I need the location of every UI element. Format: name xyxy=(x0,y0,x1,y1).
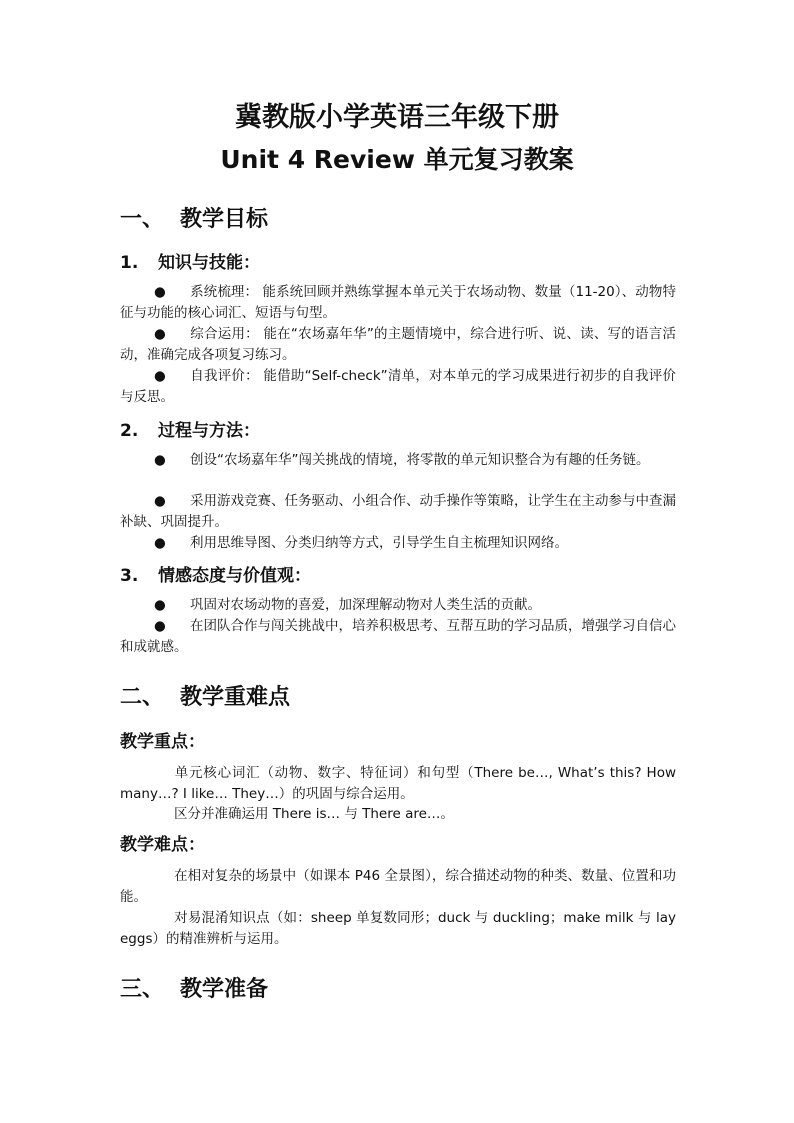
list-item-text: 自我评价： 能借助“Self-check”清单，对本单元的学习成果进行初步的自我评价与反思。 xyxy=(120,368,676,405)
section-title: 教学准备 xyxy=(180,977,269,1002)
paragraph-text: 对易混淆知识点（如：sheep 单复数同形；duck 与 duckling；make milk 与 lay eggs）的精准辨析与运用。 xyxy=(120,910,676,947)
subheading-difficult-points: 教学难点： xyxy=(120,835,205,855)
bullet-icon: ● xyxy=(154,597,166,613)
subheading-knowledge-skills xyxy=(120,250,260,276)
list-item-text: 创设“农场嘉年华”闯关挑战的情境，将零散的单元知识整合为有趣的任务链。 xyxy=(190,452,650,468)
subheading-number: 1. xyxy=(120,253,139,273)
paragraph-text: 在相对复杂的场景中（如课本 P46 全景图），综合描述动物的种类、数量、位置和功能。 xyxy=(120,868,676,905)
bullet-icon: ● xyxy=(154,326,166,342)
bullet-icon: ● xyxy=(154,618,166,634)
subheading-attitudes-values xyxy=(120,563,311,589)
subheading-number: 3. xyxy=(120,566,139,586)
list-item-text: 采用游戏竞赛、任务驱动、小组合作、动手操作等策略，让学生在主动参与中查漏补缺、巩固提升。 xyxy=(120,493,676,530)
paragraph-text: 区分并准确运用 There is… 与 There are…。 xyxy=(174,806,454,822)
list-item xyxy=(120,450,676,471)
paragraph-text: 单元核心词汇（动物、数字、特征词）和句型（There be…, What’s this? How many…? I like… They…）的巩固与综合运用。 xyxy=(120,765,676,802)
list-item xyxy=(120,533,676,554)
section-number: 三、 xyxy=(120,977,165,1002)
document-subtitle: Unit 4 Review 单元复习教案 xyxy=(220,145,574,174)
section-heading-preparation xyxy=(120,975,268,1005)
paragraph xyxy=(120,866,676,908)
list-item xyxy=(120,366,676,408)
list-item-text: 系统梳理： 能系统回顾并熟练掌握本单元关于农场动物、数量（11-20）、动物特征与功能的核心词汇、短语与句型。 xyxy=(120,284,676,321)
paragraph xyxy=(120,763,676,805)
section-heading-key-difficult-points xyxy=(120,683,290,713)
list-item-text: 在团队合作与闯关挑战中，培养积极思考、互帮互助的学习品质，增强学习自信心和成就感。 xyxy=(120,618,676,655)
bullet-icon: ● xyxy=(154,452,166,468)
section-number: 二、 xyxy=(120,685,165,710)
subheading-title: 过程与方法： xyxy=(158,421,260,441)
paragraph xyxy=(120,804,676,825)
list-item xyxy=(120,324,676,366)
bullet-icon: ● xyxy=(154,368,166,384)
list-item xyxy=(120,282,676,324)
section-number: 一、 xyxy=(120,207,165,232)
subheading-title: 情感态度与价值观： xyxy=(158,566,311,586)
paragraph xyxy=(120,908,676,950)
list-item-text: 综合运用： 能在“农场嘉年华”的主题情境中，综合进行听、说、读、写的语言活动，准确完成各项复习练习。 xyxy=(120,326,676,363)
section-title: 教学重难点 xyxy=(180,685,291,710)
section-heading-objectives xyxy=(120,205,268,235)
subheading-number: 2. xyxy=(120,421,139,441)
bullet-icon: ● xyxy=(154,284,166,300)
bullet-icon: ● xyxy=(154,535,166,551)
list-item-text: 利用思维导图、分类归纳等方式，引导学生自主梳理知识网络。 xyxy=(190,535,568,551)
bullet-icon: ● xyxy=(154,493,166,509)
subheading-key-points: 教学重点： xyxy=(120,732,205,752)
list-item xyxy=(120,491,676,533)
list-item xyxy=(120,616,676,658)
list-item xyxy=(120,595,676,616)
list-item-text: 巩固对农场动物的喜爱，加深理解动物对人类生活的贡献。 xyxy=(190,597,541,613)
subheading-process-methods xyxy=(120,418,260,444)
subheading-title: 知识与技能： xyxy=(158,253,260,273)
document-title: 冀教版小学英语三年级下册 xyxy=(235,102,559,133)
section-title: 教学目标 xyxy=(180,207,269,232)
